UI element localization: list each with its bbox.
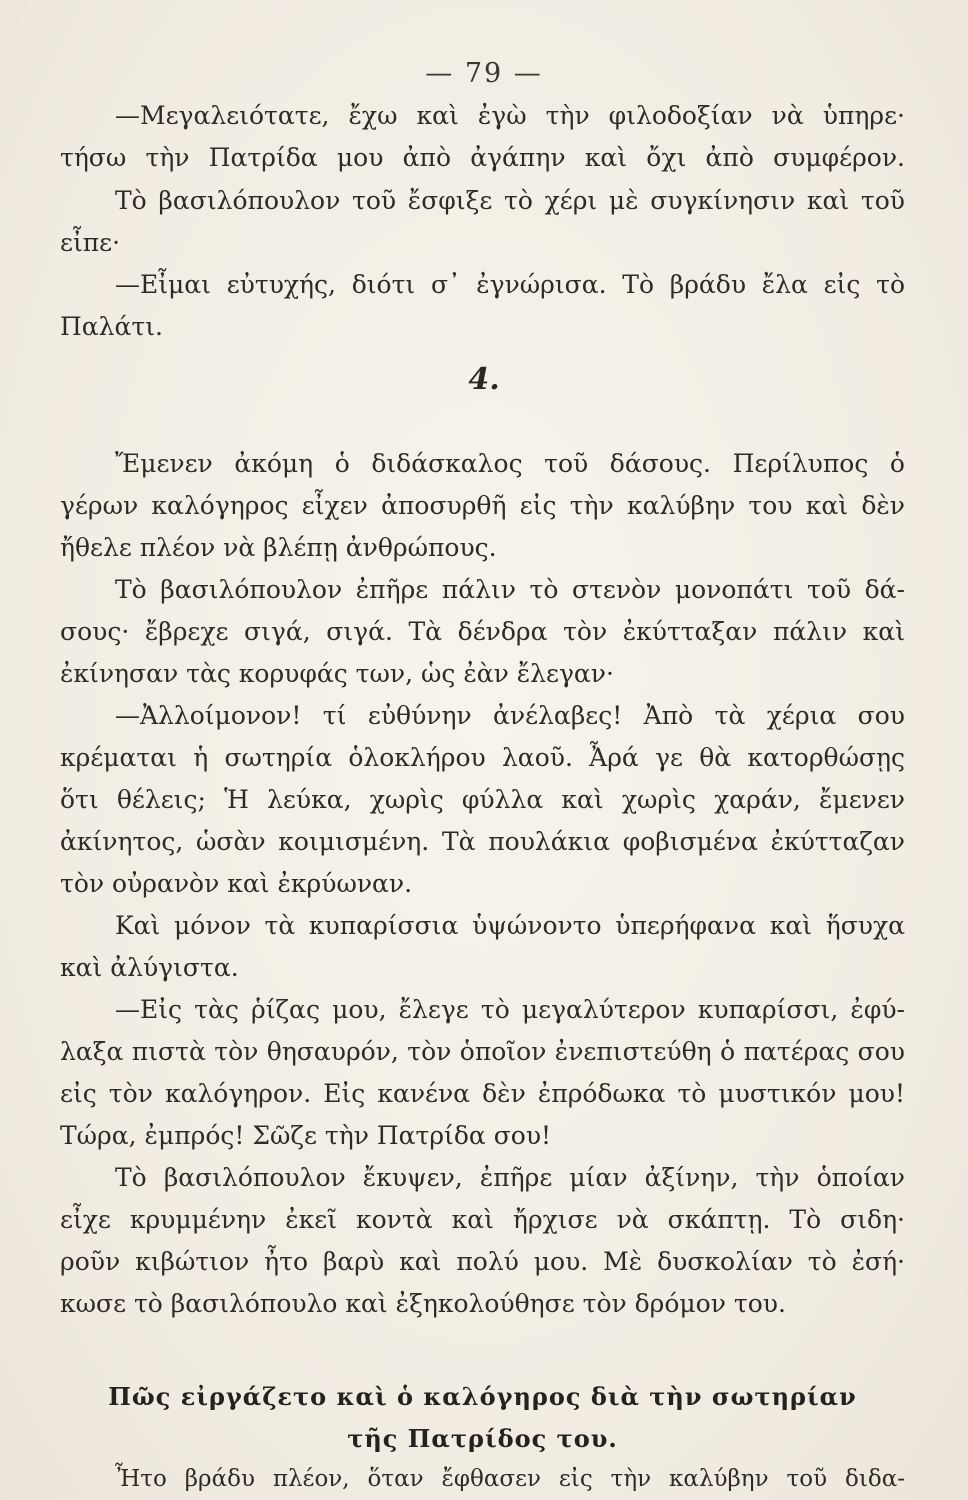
text-line: Ἦτο βράδυ πλέον, ὅταν ἔφθασεν εἰς τὴν καλύβην τοῦ διδα- [115, 1466, 905, 1492]
section-number: 4. [468, 362, 500, 397]
text-line: ροῦν κιβώτιον ἦτο βαρὺ καὶ πολύ μου. Μὲ δυσκολίαν τὸ ἐσή· [60, 1247, 905, 1276]
text-line: ἤθελε πλέον νὰ βλέπῃ ἀνθρώπους. [60, 533, 497, 562]
text-line: κωσε τὸ βασιλόπουλο καὶ ἐξηκολούθησε τὸν δρόμον του. [60, 1289, 786, 1318]
text-line: Τὸ βασιλόπουλον ἔκυψεν, ἐπῆρε μίαν ἀξίνην, τὴν ὁποίαν [115, 1163, 905, 1192]
text-line: Τὸ βασιλόπουλον τοῦ ἔσφιξε τὸ χέρι μὲ συγκίνησιν καὶ τοῦ [115, 186, 905, 215]
text-line: Τὸ βασιλόπουλον ἐπῆρε πάλιν τὸ στενὸν μονοπάτι τοῦ δά- [115, 575, 905, 604]
text-line: Ἔμενεν ἀκόμη ὁ διδάσκαλος τοῦ δάσους. Περίλυπος ὁ [115, 449, 905, 478]
text-line: εἶπε· [60, 228, 121, 257]
text-line: ἀκίνητος, ὡσὰν κοιμισμένη. Τὰ πουλάκια φοβισμένα ἐκύτταζαν [60, 827, 905, 856]
text-line: Καὶ μόνον τὰ κυπαρίσσια ὑψώνοντο ὑπερήφανα καὶ ἥσυχα [115, 911, 905, 940]
text-line: λαξα πιστὰ τὸν θησαυρόν, τὸν ὁποῖον ἐνεπιστεύθη ὁ πατέρας σου [60, 1037, 905, 1066]
text-line: —Μεγαλειότατε, ἔχω καὶ ἐγὼ τὴν φιλοδοξίαν νὰ ὑπηρε· [115, 101, 905, 130]
text-line: τὸν οὐρανὸν καὶ ἐκρύωναν. [60, 869, 413, 898]
text-line: εἰς τὸν καλόγηρον. Εἰς κανένα δὲν ἐπρόδωκα τὸ μυστικόν μου! [60, 1079, 905, 1108]
text-line: —Ἀλλοίμονον! τί εὐθύνην ἀνέλαβες! Ἀπὸ τὰ χέρια σου [115, 701, 905, 730]
text-line: εἶχε κρυμμένην ἐκεῖ κοντὰ καὶ ἤρχισε νὰ σκάπτῃ. Τὸ σιδη· [60, 1205, 905, 1234]
text-line: ὅτι θέλεις; Ἡ λεύκα, χωρὶς φύλλα καὶ χωρὶς χαράν, ἔμενεν [60, 785, 905, 814]
text-line: σους· ἔβρεχε σιγά, σιγά. Τὰ δένδρα τὸν ἐκύτταξαν πάλιν καὶ [60, 617, 905, 646]
text-line: κρέμαται ἡ σωτηρία ὁλοκλήρου λαοῦ. Ἆρά γε θὰ κατορθώσῃς [60, 743, 905, 772]
text-line: —Εἰς τὰς ῥίζας μου, ἔλεγε τὸ μεγαλύτερον κυπαρίσσι, ἐφύ- [115, 995, 905, 1024]
text-line: —Εἶμαι εὐτυχής, διότι σ᾽ ἐγνώρισα. Τὸ βράδυ ἔλα εἰς τὸ [115, 270, 905, 299]
chapter-heading-line: Πῶς εἰργάζετο καὶ ὁ καλόγηρος διὰ τὴν σωτηρίαν [108, 1382, 857, 1411]
text-line: καὶ ἀλύγιστα. [60, 953, 239, 982]
chapter-heading-line: τῆς Πατρίδος του. [347, 1424, 618, 1453]
text-line: Παλάτι. [60, 312, 163, 341]
text-line: τήσω τὴν Πατρίδα μου ἀπὸ ἀγάπην καὶ ὄχι ἀπὸ συμφέρον. [60, 143, 905, 172]
text-line: ἐκίνησαν τὰς κορυφάς των, ὡς ἐὰν ἔλεγαν· [60, 659, 614, 688]
text-line: γέρων καλόγηρος εἶχεν ἀποσυρθῆ εἰς τὴν καλύβην του καὶ δὲν [60, 491, 905, 520]
page-number: — 79 — [425, 58, 543, 89]
text-line: Τώρα, ἐμπρός! Σῶζε τὴν Πατρίδα σου! [60, 1121, 552, 1150]
